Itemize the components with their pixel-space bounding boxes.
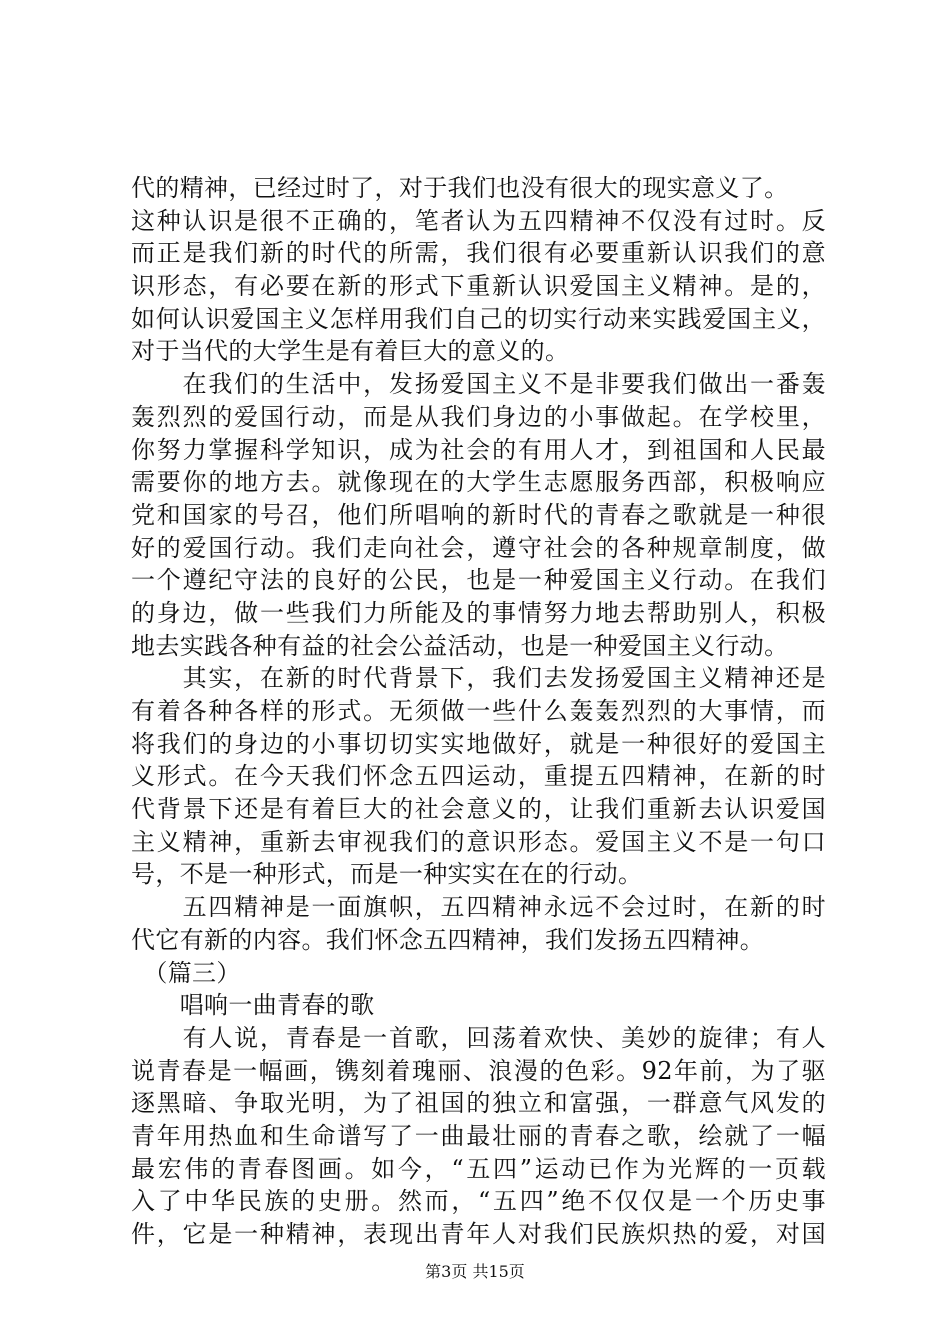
text-line: 代的精神，已经过时了，对于我们也没有很大的现实意义了。 [131, 174, 789, 202]
text-line: 号，不是一种形式，而是一种实实在在的行动。 [131, 860, 643, 889]
text-line: 而正是我们新的时代的所需，我们很有必要重新认识我们的意 [131, 239, 826, 268]
text-line: 如何认识爱国主义怎样用我们自己的切实行动来实践爱国主义， [131, 304, 826, 333]
text-line: 其实，在新的时代背景下，我们去发扬爱国主义精神还是 [131, 664, 826, 693]
text-line: 件，它是一种精神，表现出青年人对我们民族炽热的爱，对国 [131, 1220, 826, 1248]
text-line: 说青春是一幅画，镌刻着瑰丽、浪漫的色彩。92年前，为了驱 [131, 1056, 826, 1085]
section-heading: （篇三） [131, 958, 241, 987]
text-line: 入了中华民族的史册。然而，“五四”绝不仅仅是一个历史事 [131, 1187, 826, 1216]
article-title: 唱响一曲青春的歌 [131, 991, 375, 1020]
text-line: 的身边，做一些我们力所能及的事情努力地去帮助别人，积极 [131, 598, 826, 627]
text-line: 有人说，青春是一首歌，回荡着欢快、美妙的旋律；有人 [131, 1023, 826, 1052]
text-line: 逐黑暗、争取光明，为了祖国的独立和富强，一群意气风发的 [131, 1089, 826, 1118]
text-line: 青年用热血和生命谱写了一曲最壮丽的青春之歌，绘就了一幅 [131, 1121, 826, 1150]
text-line: 代背景下还是有着巨大的社会意义的，让我们重新去认识爱国 [131, 795, 826, 824]
text-line: 对于当代的大学生是有着巨大的意义的。 [131, 337, 570, 366]
text-line: 地去实践各种有益的社会公益活动，也是一种爱国主义行动。 [131, 631, 789, 660]
text-line: 有着各种各样的形式。无须做一些什么轰轰烈烈的大事情，而 [131, 697, 826, 725]
text-line: 在我们的生活中，发扬爱国主义不是非要我们做出一番轰 [131, 370, 826, 399]
text-line: 一个遵纪守法的良好的公民，也是一种爱国主义行动。在我们 [131, 566, 826, 595]
text-line: 需要你的地方去。就像现在的大学生志愿服务西部，积极响应 [131, 468, 826, 497]
text-line: 最宏伟的青春图画。如今，“五四”运动已作为光辉的一页载 [131, 1154, 826, 1183]
text-line: 代它有新的内容。我们怀念五四精神，我们发扬五四精神。 [131, 925, 765, 954]
text-line: 主义精神，重新去审视我们的意识形态。爱国主义不是一句口 [131, 827, 826, 856]
text-line: 义形式。在今天我们怀念五四运动，重提五四精神，在新的时 [131, 762, 826, 791]
text-line: 好的爱国行动。我们走向社会，遵守社会的各种规章制度，做 [131, 533, 826, 562]
text-line: 轰烈烈的爱国行动，而是从我们身边的小事做起。在学校里， [131, 402, 826, 431]
text-line: 识形态，有必要在新的形式下重新认识爱国主义精神。是的， [131, 272, 826, 301]
text-line: 你努力掌握科学知识，成为社会的有用人才，到祖国和人民最 [131, 435, 826, 464]
text-line: 将我们的身边的小事切切实实地做好，就是一种很好的爱国主 [131, 729, 826, 758]
text-line: 这种认识是很不正确的，笔者认为五四精神不仅没有过时。反 [131, 206, 826, 235]
text-line: 五四精神是一面旗帜，五四精神永远不会过时，在新的时 [131, 893, 826, 922]
document-body [131, 172, 826, 1251]
page-footer: 第3页 共15页 [425, 1262, 525, 1281]
text-line: 党和国家的号召，他们所唱响的新时代的青春之歌就是一种很 [131, 500, 826, 529]
